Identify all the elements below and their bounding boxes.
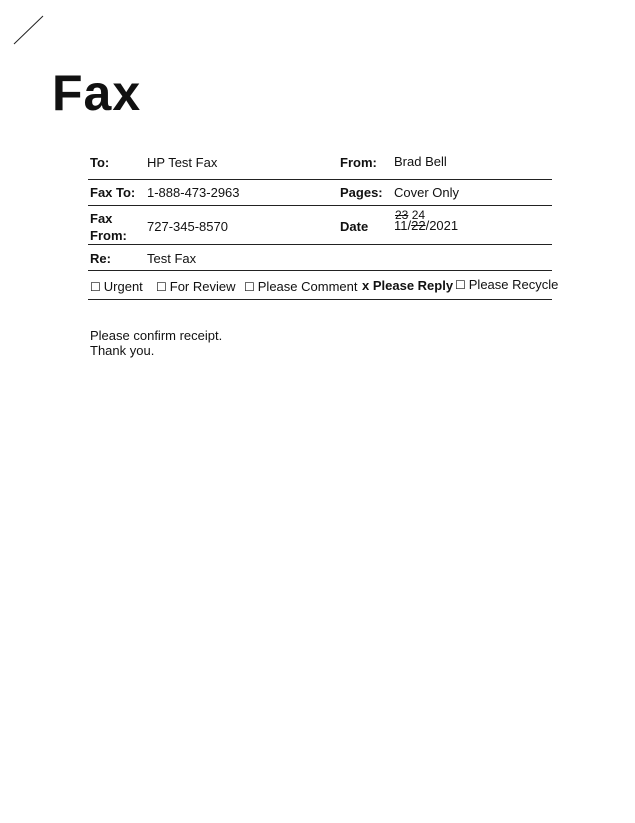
date-suffix: /2021 (425, 218, 459, 233)
date-value (394, 218, 458, 233)
pages-label: Pages: (340, 185, 383, 200)
for-review-checkbox-icon: ☐ (156, 280, 167, 294)
option-please-comment (244, 279, 357, 294)
please-comment-checkbox-icon: ☐ (244, 280, 255, 294)
message-line: Please confirm receipt. (90, 328, 223, 343)
pages-value: Cover Only (394, 185, 460, 200)
row-divider (88, 270, 552, 271)
re-label: Re: (90, 251, 111, 266)
option-urgent (90, 279, 143, 294)
date-struck-day: 22 (411, 218, 426, 233)
row-divider (88, 205, 552, 206)
fax-from-label-line1: Fax (90, 211, 113, 226)
please-recycle-checkbox-icon: ☐ (455, 278, 466, 292)
option-please-recycle (455, 277, 558, 292)
please-recycle-label: Please Recycle (468, 277, 559, 292)
urgent-label: Urgent (103, 279, 143, 294)
option-for-review (156, 279, 236, 294)
row-divider (88, 244, 552, 245)
message-line: Thank you. (90, 343, 155, 358)
fax-to-value: 1-888-473-2963 (147, 185, 240, 200)
message-body (90, 328, 222, 358)
handwritten-new-day: 24 (411, 208, 426, 222)
fax-from-value: 727-345-8570 (147, 219, 228, 234)
to-value: HP Test Fax (147, 155, 218, 170)
urgent-checkbox-icon: ☐ (90, 280, 101, 294)
please-comment-label: Please Comment (257, 279, 358, 294)
option-please-reply (362, 278, 453, 293)
date-label: Date (340, 219, 369, 234)
please-reply-label: Please Reply (372, 278, 454, 293)
row-divider (88, 179, 552, 180)
fax-title: Fax (52, 65, 142, 121)
pen-stroke-mark (12, 14, 46, 48)
handwritten-struck-day: 23 (395, 208, 409, 222)
from-label: From: (340, 155, 377, 170)
to-label: To: (90, 155, 110, 170)
from-value: Brad Bell (394, 154, 447, 169)
row-divider (88, 299, 552, 300)
for-review-label: For Review (169, 279, 236, 294)
fax-to-label: Fax To: (90, 185, 136, 200)
fax-from-label-line2: From: (90, 228, 127, 243)
please-reply-check-mark: x (362, 278, 370, 293)
date-prefix: 11/ (394, 218, 412, 233)
re-value: Test Fax (147, 251, 197, 266)
